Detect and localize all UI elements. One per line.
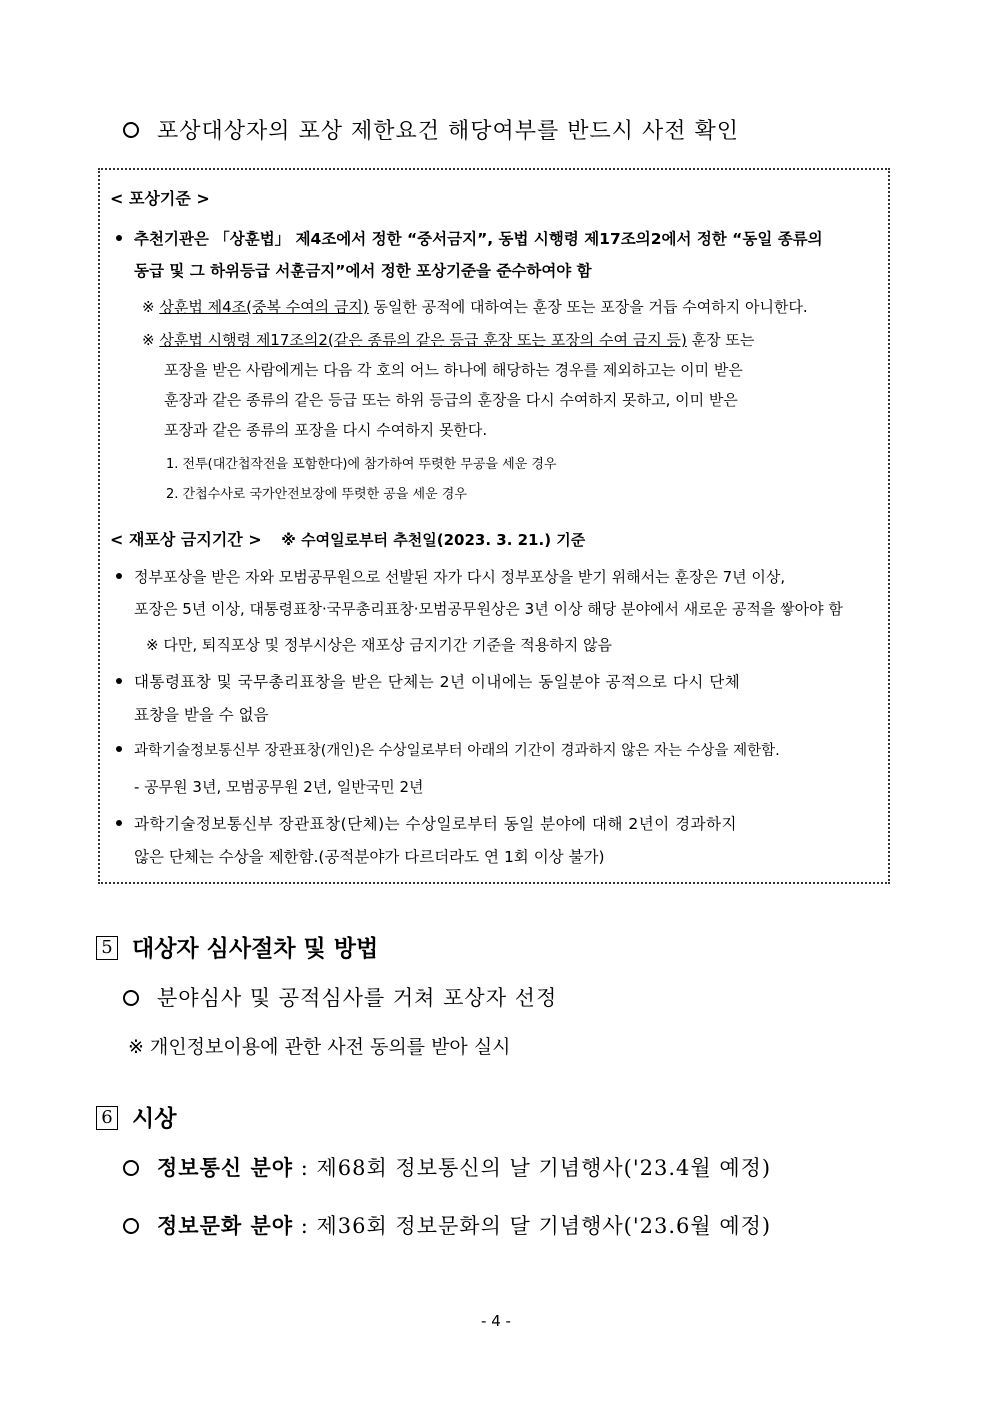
note-2	[142, 325, 754, 355]
section-6-heading	[96, 1100, 176, 1133]
ban-bullet-1-line-1: 정부포상을 받은 자와 모범공무원으로 선발된 자가 다시 정부포상을 받기 위해서는 훈장은 7년 이상,	[134, 568, 786, 586]
ban-heading-note: ※ 수여일로부터 추천일(2023. 3. 21.) 기준	[281, 531, 586, 549]
list-item-1: 1. 전투(대간첩작전을 포함한다)에 참가하여 뚜렷한 무공을 세운 경우	[166, 457, 557, 472]
bullet-dot-icon	[116, 235, 122, 241]
top-line-text: 포상대상자의 포상 제한요건 해당여부를 반드시 사전 확인	[157, 119, 740, 144]
ban-bullet-3-line-1: 과학기술정보통신부 장관표창(개인)은 수상일로부터 아래의 기간이 경과하지 않은 자는 수상을 제한함.	[134, 743, 780, 759]
ban-bullet-2-line-1: 대통령표창 및 국무총리표창을 받은 단체는 2년 이내에는 동일분야 공적으로 다시 단체	[134, 673, 741, 691]
criteria-bullet-1-line-2: 동급 및 그 하위등급 서훈금지”에서 정한 포상기준을 준수하여야 함	[134, 262, 592, 280]
bullet-dot-icon	[116, 746, 122, 752]
section-5-line-2: ※ 개인정보이용에 관한 사전 동의를 받아 실시	[128, 1036, 511, 1058]
section-6-item-1-label: 정보통신 분야	[157, 1155, 294, 1180]
bullet-dot-icon	[116, 820, 122, 826]
ban-bullet-3	[116, 736, 780, 766]
ban-sub-note: ※ 다만, 퇴직포상 및 정부시상은 재포상 금지기간 기준을 적용하지 않음	[146, 636, 612, 654]
ban-bullet-2	[116, 667, 740, 697]
note-1-law: 상훈법 제4조(중복 수여의 금지)	[159, 298, 369, 316]
note-mark: ※	[142, 298, 160, 316]
ban-bullet-1	[116, 562, 785, 592]
top-line	[123, 114, 739, 145]
section-6-title: 시상	[132, 1105, 177, 1132]
circle-bullet-icon	[123, 1160, 139, 1176]
criteria-bullet-1	[116, 224, 823, 254]
circle-bullet-icon	[123, 122, 139, 138]
note-2-text: 훈장 또는	[686, 331, 755, 349]
section-6-item-2-label: 정보문화 분야	[157, 1213, 294, 1238]
ban-bullet-2-line-2: 표창을 받을 수 없음	[134, 706, 269, 724]
page-number: - 4 -	[481, 1312, 511, 1330]
note-2-law: 상훈법 시행령 제17조의2(같은 종류의 같은 등급 훈장 또는 포장의 수여 금지 등)	[159, 331, 687, 349]
ban-heading	[110, 527, 585, 550]
section-5-line-1	[123, 982, 557, 1012]
ban-bullet-4	[116, 809, 737, 839]
criteria-heading: < 포상기준 >	[110, 189, 210, 208]
ban-bullet-4-line-2: 않은 단체는 수상을 제한함.(공적분야가 다르더라도 연 1회 이상 불가)	[134, 848, 605, 866]
bullet-dot-icon	[116, 678, 122, 684]
section-5-title: 대상자 심사절차 및 방법	[132, 935, 379, 962]
section-5-heading	[96, 930, 378, 963]
ban-bullet-3-sub: - 공무원 3년, 모범공무원 2년, 일반국민 2년	[134, 778, 424, 796]
note-2-line-2: 포장을 받은 사람에게는 다음 각 호의 어느 하나에 해당하는 경우를 제외하고는 이미 받은	[164, 361, 743, 379]
section-6-item-2-text: : 제36회 정보문화의 달 기념행사('23.6월 예정)	[293, 1214, 772, 1238]
section-6-item-1-text: : 제68회 정보통신의 날 기념행사('23.4월 예정)	[293, 1156, 772, 1180]
list-item-2: 2. 간첩수사로 국가안전보장에 뚜렷한 공을 세운 경우	[166, 487, 467, 502]
ban-bullet-1-line-2: 포장은 5년 이상, 대통령표창·국무총리표창·모범공무원상은 3년 이상 해당 분야에서 새로운 공적을 쌓아야 함	[134, 600, 843, 618]
note-2-line-3: 훈장과 같은 종류의 같은 등급 또는 하위 등급의 훈장을 다시 수여하지 못하고, 이미 받은	[164, 391, 738, 409]
ban-heading-text: < 재포상 금지기간 >	[110, 530, 262, 549]
bullet-dot-icon	[116, 573, 122, 579]
section-5-number: 5	[96, 936, 118, 960]
criteria-bullet-1-line-1: 추천기관은 「상훈법」 제4조에서 정한 “중서금지”, 동법 시행령 제17조의2에서 정한 “동일 종류의	[134, 230, 823, 248]
section-6-item-1	[123, 1152, 771, 1182]
section-6-item-2	[123, 1210, 771, 1240]
ban-bullet-4-line-1: 과학기술정보통신부 장관표창(단체)는 수상일로부터 동일 분야에 대해 2년이 경과하지	[134, 815, 738, 833]
note-2-line-4: 포장과 같은 종류의 포장을 다시 수여하지 못한다.	[164, 421, 488, 439]
circle-bullet-icon	[123, 1218, 139, 1234]
section-5-line-1-text: 분야심사 및 공적심사를 거쳐 포상자 선정	[157, 986, 558, 1010]
section-6-number: 6	[96, 1106, 118, 1130]
note-mark: ※	[142, 331, 160, 349]
note-1	[142, 292, 808, 322]
note-1-text: 동일한 공적에 대하여는 훈장 또는 포장을 거듭 수여하지 아니한다.	[368, 298, 808, 316]
circle-bullet-icon	[123, 990, 139, 1006]
